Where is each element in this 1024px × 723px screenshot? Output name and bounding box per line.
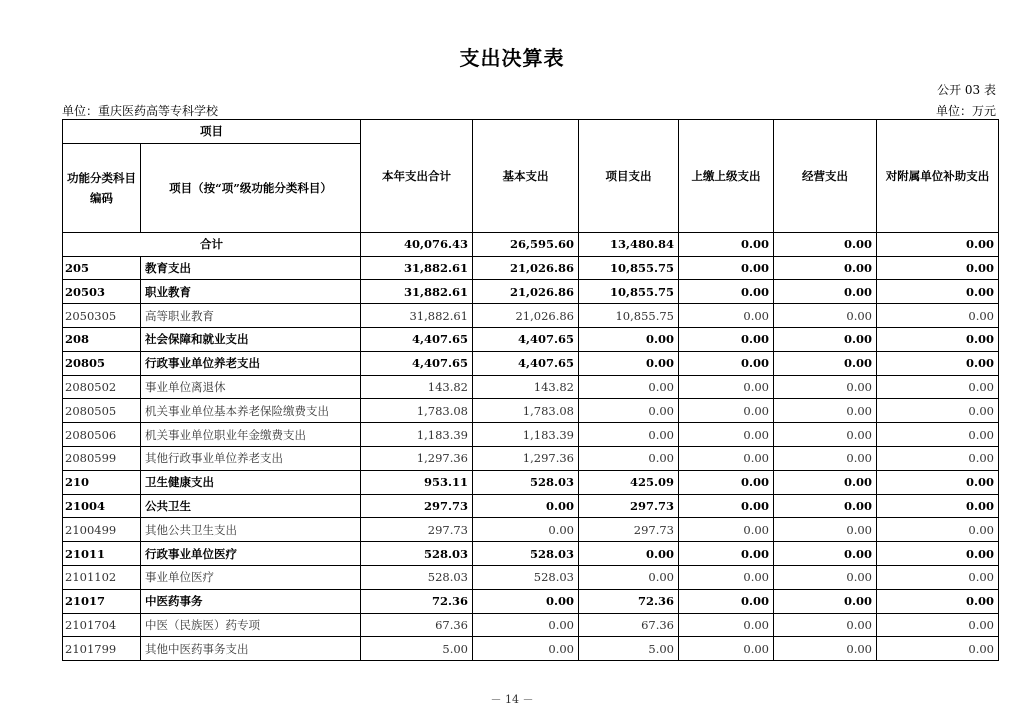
row-code: 2101799 [63, 637, 141, 661]
row-value: 0.00 [877, 542, 999, 566]
row-code: 21004 [63, 494, 141, 518]
row-value: 0.00 [877, 613, 999, 637]
table-row [63, 518, 999, 542]
row-value: 0.00 [679, 256, 774, 280]
total-cell: 0.00 [877, 232, 999, 256]
row-value: 0.00 [679, 423, 774, 447]
row-code: 205 [63, 256, 141, 280]
row-value: 297.73 [579, 494, 679, 518]
header-upper: 上缴上级支出 [679, 120, 774, 233]
row-value: 528.03 [361, 565, 473, 589]
header-project-expenditure: 项目支出 [579, 120, 679, 233]
row-value: 0.00 [877, 375, 999, 399]
row-value: 0.00 [473, 589, 579, 613]
table-row [63, 423, 999, 447]
row-value: 0.00 [679, 446, 774, 470]
row-value: 953.11 [361, 470, 473, 494]
total-row [63, 232, 999, 256]
row-value: 0.00 [579, 542, 679, 566]
row-value: 0.00 [877, 351, 999, 375]
table-row [63, 470, 999, 494]
row-value: 0.00 [877, 637, 999, 661]
row-value: 67.36 [361, 613, 473, 637]
table-row [63, 613, 999, 637]
header-basic: 基本支出 [473, 120, 579, 233]
row-code: 210 [63, 470, 141, 494]
table-row [63, 589, 999, 613]
row-value: 1,297.36 [361, 446, 473, 470]
table-row [63, 351, 999, 375]
table-row [63, 280, 999, 304]
row-value: 0.00 [679, 589, 774, 613]
row-name: 卫生健康支出 [141, 470, 361, 494]
header-code: 功能分类科目编码 [63, 143, 141, 232]
row-code: 2080599 [63, 446, 141, 470]
table-row [63, 304, 999, 328]
row-code: 208 [63, 327, 141, 351]
total-cell: 0.00 [774, 232, 877, 256]
header-subsidy: 对附属单位补助支出 [877, 120, 999, 233]
total-cell: 40,076.43 [361, 232, 473, 256]
row-name: 机关事业单位职业年金缴费支出 [141, 423, 361, 447]
row-value: 31,882.61 [361, 280, 473, 304]
row-name: 其他行政事业单位养老支出 [141, 446, 361, 470]
expenditure-table [62, 119, 999, 661]
row-value: 0.00 [774, 256, 877, 280]
row-value: 0.00 [877, 446, 999, 470]
table-number: 公开 03 表 [937, 83, 996, 97]
row-name: 事业单位医疗 [141, 565, 361, 589]
row-value: 0.00 [473, 637, 579, 661]
row-value: 5.00 [579, 637, 679, 661]
row-value: 0.00 [774, 613, 877, 637]
header-name: 项目（按“项”级功能分类科目） [141, 143, 361, 232]
header-total: 本年支出合计 [361, 120, 473, 233]
row-value: 297.73 [361, 494, 473, 518]
row-value: 0.00 [877, 565, 999, 589]
row-value: 528.03 [473, 542, 579, 566]
row-name: 中医（民族医）药专项 [141, 613, 361, 637]
row-value: 1,297.36 [473, 446, 579, 470]
row-value: 0.00 [774, 304, 877, 328]
row-code: 21017 [63, 589, 141, 613]
row-value: 31,882.61 [361, 256, 473, 280]
table-row [63, 256, 999, 280]
row-value: 0.00 [774, 446, 877, 470]
row-name: 行政事业单位养老支出 [141, 351, 361, 375]
row-code: 2080506 [63, 423, 141, 447]
row-value: 0.00 [679, 518, 774, 542]
row-value: 0.00 [473, 613, 579, 637]
row-value: 0.00 [877, 280, 999, 304]
row-value: 0.00 [679, 327, 774, 351]
row-value: 1,783.08 [361, 399, 473, 423]
row-value: 0.00 [679, 565, 774, 589]
row-value: 0.00 [774, 280, 877, 304]
row-value: 0.00 [877, 256, 999, 280]
row-value: 21,026.86 [473, 280, 579, 304]
row-value: 0.00 [774, 423, 877, 447]
total-cell: 13,480.84 [579, 232, 679, 256]
row-value: 72.36 [579, 589, 679, 613]
row-value: 4,407.65 [361, 327, 473, 351]
table-row [63, 375, 999, 399]
row-value: 0.00 [774, 565, 877, 589]
row-value: 4,407.65 [473, 351, 579, 375]
row-code: 21011 [63, 542, 141, 566]
row-name: 职业教育 [141, 280, 361, 304]
row-value: 0.00 [877, 470, 999, 494]
page-title: 支出决算表 [459, 46, 565, 70]
row-value: 0.00 [579, 446, 679, 470]
row-value: 0.00 [473, 494, 579, 518]
row-value: 528.03 [361, 542, 473, 566]
row-value: 0.00 [679, 542, 774, 566]
row-value: 0.00 [877, 327, 999, 351]
row-value: 0.00 [679, 304, 774, 328]
table-row [63, 446, 999, 470]
row-value: 0.00 [679, 613, 774, 637]
row-value: 0.00 [774, 375, 877, 399]
row-value: 4,407.65 [473, 327, 579, 351]
row-value: 0.00 [877, 423, 999, 447]
row-value: 0.00 [877, 399, 999, 423]
table-row [63, 542, 999, 566]
table-row [63, 327, 999, 351]
money-unit: 单位：万元 [935, 104, 996, 118]
row-value: 1,783.08 [473, 399, 579, 423]
row-name: 高等职业教育 [141, 304, 361, 328]
row-value: 0.00 [877, 518, 999, 542]
row-value: 0.00 [774, 518, 877, 542]
row-value: 0.00 [774, 351, 877, 375]
row-code: 2100499 [63, 518, 141, 542]
row-code: 20503 [63, 280, 141, 304]
row-value: 10,855.75 [579, 280, 679, 304]
table-row [63, 494, 999, 518]
row-value: 0.00 [579, 327, 679, 351]
row-value: 21,026.86 [473, 304, 579, 328]
row-name: 事业单位离退休 [141, 375, 361, 399]
table-row [63, 399, 999, 423]
total-cell: 26,595.60 [473, 232, 579, 256]
row-value: 0.00 [774, 470, 877, 494]
row-value: 0.00 [579, 399, 679, 423]
row-value: 10,855.75 [579, 256, 679, 280]
row-value: 0.00 [877, 494, 999, 518]
table-row [63, 637, 999, 661]
row-value: 0.00 [679, 280, 774, 304]
row-value: 0.00 [774, 542, 877, 566]
row-value: 1,183.39 [361, 423, 473, 447]
row-name: 社会保障和就业支出 [141, 327, 361, 351]
row-value: 0.00 [774, 494, 877, 518]
row-code: 2101102 [63, 565, 141, 589]
row-value: 72.36 [361, 589, 473, 613]
total-label: 合计 [63, 232, 361, 256]
row-value: 0.00 [679, 375, 774, 399]
row-value: 0.00 [579, 565, 679, 589]
row-value: 0.00 [473, 518, 579, 542]
row-name: 中医药事务 [141, 589, 361, 613]
organization-unit: 单位：重庆医药高等专科学校 [62, 104, 219, 118]
page-number: － 14 － [490, 693, 534, 706]
row-value: 4,407.65 [361, 351, 473, 375]
row-code: 2080502 [63, 375, 141, 399]
row-value: 31,882.61 [361, 304, 473, 328]
row-value: 528.03 [473, 565, 579, 589]
row-value: 0.00 [679, 351, 774, 375]
row-value: 528.03 [473, 470, 579, 494]
row-value: 297.73 [361, 518, 473, 542]
row-value: 67.36 [579, 613, 679, 637]
row-name: 行政事业单位医疗 [141, 542, 361, 566]
row-value: 297.73 [579, 518, 679, 542]
row-value: 0.00 [679, 470, 774, 494]
header-business: 经营支出 [774, 120, 877, 233]
row-value: 0.00 [877, 589, 999, 613]
row-value: 5.00 [361, 637, 473, 661]
row-value: 21,026.86 [473, 256, 579, 280]
row-value: 0.00 [774, 637, 877, 661]
row-value: 0.00 [579, 375, 679, 399]
row-value: 0.00 [774, 327, 877, 351]
row-value: 0.00 [774, 399, 877, 423]
row-value: 0.00 [579, 423, 679, 447]
total-cell: 0.00 [679, 232, 774, 256]
row-value: 1,183.39 [473, 423, 579, 447]
row-name: 机关事业单位基本养老保险缴费支出 [141, 399, 361, 423]
row-value: 0.00 [774, 589, 877, 613]
row-name: 公共卫生 [141, 494, 361, 518]
row-code: 20805 [63, 351, 141, 375]
header-project: 项目 [63, 120, 361, 144]
row-value: 10,855.75 [579, 304, 679, 328]
row-value: 143.82 [473, 375, 579, 399]
row-value: 0.00 [679, 399, 774, 423]
row-name: 教育支出 [141, 256, 361, 280]
row-code: 2050305 [63, 304, 141, 328]
row-name: 其他中医药事务支出 [141, 637, 361, 661]
row-value: 0.00 [679, 494, 774, 518]
table-row [63, 565, 999, 589]
row-value: 0.00 [579, 351, 679, 375]
row-value: 143.82 [361, 375, 473, 399]
row-value: 0.00 [679, 637, 774, 661]
row-value: 425.09 [579, 470, 679, 494]
row-name: 其他公共卫生支出 [141, 518, 361, 542]
row-code: 2101704 [63, 613, 141, 637]
row-code: 2080505 [63, 399, 141, 423]
row-value: 0.00 [877, 304, 999, 328]
